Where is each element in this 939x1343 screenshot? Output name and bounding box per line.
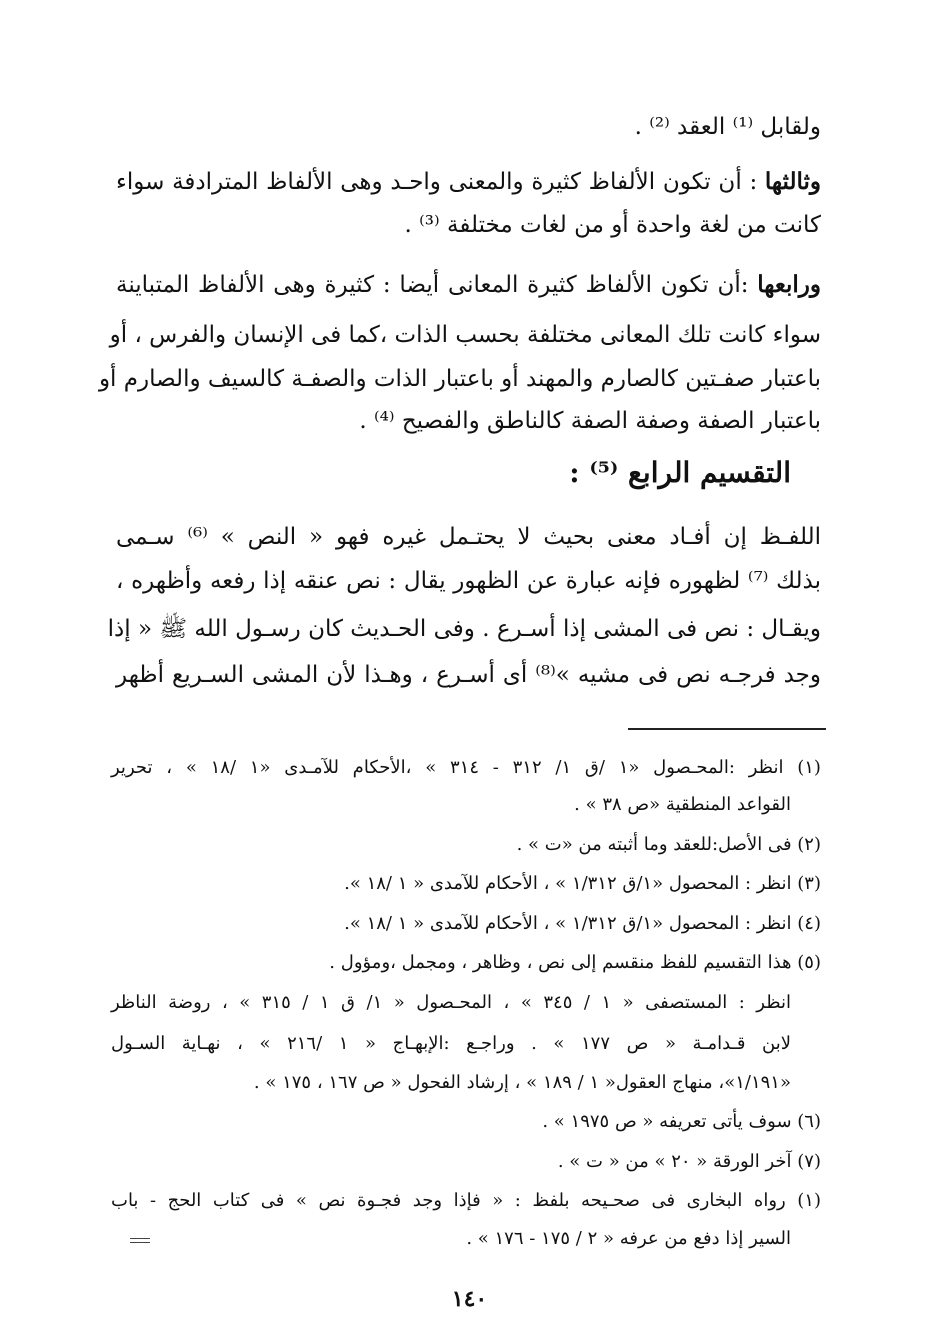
footnote-6: (٦) سوف يأتى تعريفه « ص ١٩٧٥ » . [542, 1111, 821, 1132]
section-heading: التقسيم الرابع ⁽⁵⁾ : [569, 456, 791, 489]
text-line-7: باعتبار الصفة وصفة الصفة كالناطق والفصيح ⁽⁴⁾ . [359, 408, 821, 434]
text-line-9: بذلك ⁽⁷⁾ لظهوره فإنه عبارة عن الظهور يقال : نص عنقه إذا رفعه وأظهره ، [116, 568, 821, 594]
text-line-1: ولقابل ⁽¹⁾ العقد ⁽²⁾ . [634, 114, 821, 140]
text-line-4 [116, 270, 821, 300]
paragraph-lead-fourth: ورابعها [757, 271, 821, 298]
footnote-7: (٧) آخر الورقة « ٢٠ » من « ت » . [557, 1151, 821, 1172]
text-line-6: باعتبار صفـتين كالصارم والمهند أو باعتبار الذات والصفـة كالسيف والصارم أو [98, 366, 821, 392]
text-line-4-rest: :أن تكون الألفاظ كثيرة المعانى أيضا : كثيرة وهى الألفاظ المتباينة [116, 272, 758, 298]
text-line-8: اللفـظ إن أفـاد معنى بحيث لا يحتـمل غيره فهو « النص » ⁽⁶⁾ سـمى [116, 524, 821, 550]
footnote-4: (٤) انظر : المحصول «١/ق ١/٣١٢ » ، الأحكام للآمدى « ١ /١٨ ». [344, 913, 821, 934]
footnote-1-line-1: (١) انظر :المحـصول «١ /ق ١/ ٣١٢ - ٣١٤ » ،الأحكام للآمـدى «١ /١٨ » ، تحرير [111, 757, 821, 778]
text-line-10: ويقـال : نص فى المشى إذا أسـرع . وفى الحـديث كان رسـول الله ﷺ « إذا [107, 616, 821, 642]
page-number: ١٤٠ [451, 1286, 488, 1312]
footnote-5-line-4: «١/١٩١»، منهاج العقول« ١ / ١٨٩ » ، إرشاد الفحول « ص ١٦٧ ، ١٧٥ » . [253, 1072, 791, 1093]
footnote-5-line-2: انظر : المستصفى « ١ / ٣٤٥ » ، المحـصول « ١/ ق ١ / ٣١٥ » ، روضة الناظر [111, 992, 791, 1013]
footnote-3: (٣) انظر : المحصول «١/ق ١/٣١٢ » ، الأحكام للآمدى « ١ /١٨ ». [344, 873, 821, 894]
footnote-separator [628, 728, 826, 730]
text-line-11: وجد فرجـه نص فى مشيه »⁽⁸⁾ أى أسـرع ، وهـذا لأن المشى السـريع أظهر [116, 662, 821, 688]
footnote-8-line-2: السير إذا دفع من عرفه « ٢ / ١٧٥ - ١٧٦ » . [466, 1228, 791, 1249]
text-line-2-rest: : أن تكون الألفاظ كثيرة والمعنى واحـد وهى الألفاظ المترادفة سواء [116, 169, 765, 195]
text-line-5: سواء كانت تلك المعانى مختلفة بحسب الذات ،كما فى الإنسان والفرس ، أو [109, 322, 821, 348]
marginal-mark [130, 1238, 150, 1246]
text-line-3: كانت من لغة واحدة أو من لغات مختلفة ⁽³⁾ . [404, 212, 821, 238]
footnote-5-line-1: (٥) هذا التقسيم للفظ منقسم إلى نص ، وظاهر ، ومجمل ،ومؤول . [329, 952, 821, 973]
footnote-2: (٢) فى الأصل:للعقد وما أثبته من «ت » . [516, 834, 821, 855]
paragraph-lead-third: وثالثها [764, 168, 821, 195]
footnote-1-line-2: القواعد المنطقية «ص ٣٨ » . [574, 794, 791, 815]
text-line-2 [116, 167, 821, 197]
footnote-8-line-1: (١) رواه البخارى فى صحـيحه بلفظ : « فإذا وجد فجـوة نص » فى كتاب الحج - باب [111, 1190, 821, 1211]
footnote-5-line-3: لابن قـدامـة « ص ١٧٧ » . وراجـع :الإبهـاج « ١ /٢١٦ » ، نهـاية السـول [111, 1033, 791, 1054]
